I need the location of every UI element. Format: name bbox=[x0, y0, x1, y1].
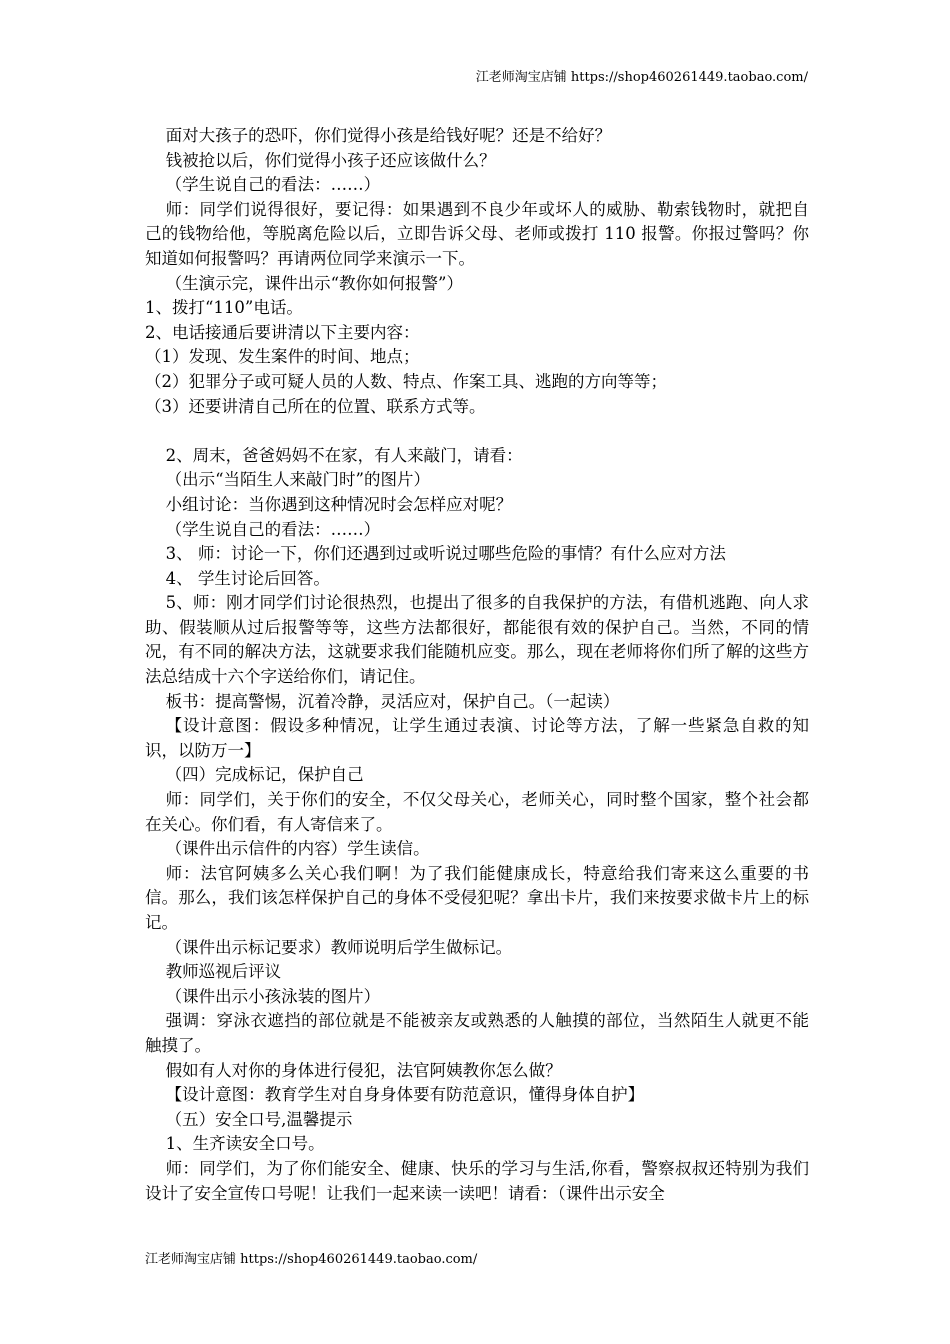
paragraph: 3、 师：讨论一下，你们还遇到过或听说过哪些危险的事情？有什么应对方法 bbox=[165, 544, 726, 564]
paragraph: （2）犯罪分子或可疑人员的人数、特点、作案工具、逃跑的方向等等； bbox=[145, 371, 667, 391]
paragraph: （3）还要讲清自己所在的位置、联系方式等。 bbox=[145, 396, 486, 416]
paragraph: 师：法官阿姨多么关心我们啊！为了我们能健康成长，特意给我们寄来这么重要的书信。那么，我们该怎样保护自己的身体不受侵犯呢？拿出卡片，我们来按要求做卡片上的标记。 bbox=[145, 863, 809, 932]
paragraph: 1、拨打“110”电话。 bbox=[145, 298, 303, 318]
paragraph: 师：同学们，关于你们的安全，不仅父母关心，老师关心，同时整个国家，整个社会都在关心。你们看，有人寄信来了。 bbox=[145, 790, 809, 834]
paragraph: 面对大孩子的恐吓，你们觉得小孩是给钱好呢？还是不给好？ bbox=[165, 126, 612, 145]
paragraph: （1）发现、发生案件的时间、地点； bbox=[145, 347, 420, 367]
paragraph: （课件出示信件的内容）学生读信。 bbox=[165, 839, 430, 859]
paragraph: 小组讨论：当你遇到这种情况时会怎样应对呢？ bbox=[165, 494, 513, 514]
paragraph: （学生说自己的看法：……） bbox=[165, 175, 381, 195]
paragraph: （四）完成标记，保护自己 bbox=[165, 765, 364, 785]
paragraph: （五）安全口号,温馨提示 bbox=[165, 1109, 353, 1129]
paragraph: 2、电话接通后要讲清以下主要内容： bbox=[145, 322, 420, 342]
paragraph: （课件出示小孩泳装的图片） bbox=[165, 986, 381, 1006]
document-body bbox=[145, 124, 809, 1206]
paragraph: 假如有人对你的身体进行侵犯，法官阿姨教你怎么做？ bbox=[165, 1060, 562, 1080]
paragraph: 板书：提高警惕，沉着冷静，灵活应对，保护自己。（一起读） bbox=[165, 691, 620, 711]
paragraph: 强调：穿泳衣遮挡的部位就是不能被亲友或熟悉的人触摸的部位，当然陌生人就更不能触摸了。 bbox=[145, 1011, 809, 1055]
paragraph: 5、师：刚才同学们讨论很热烈，也提出了很多的自我保护的方法，有借机逃跑、向人求助、假装顺从过后报警等等，这些方法都很好，都能很有效的保护自己。当然，不同的情况，有不同的解决方法，这就要求我们能随机应变。那么，现在老师将你们所了解的这些方法总结成十六个字送给你们，请记住。 bbox=[145, 593, 809, 687]
paragraph: 4、 学生讨论后回答。 bbox=[165, 568, 330, 588]
paragraph: （出示“当陌生人来敲门时”的图片） bbox=[165, 470, 430, 490]
page-footer: 江老师淘宝店铺 https://shop460261449.taobao.com/ bbox=[145, 1252, 478, 1267]
paragraph: 【设计意图：假设多种情况，让学生通过表演、讨论等方法，了解一些紧急自救的知识，以防万一】 bbox=[145, 716, 809, 760]
paragraph: （学生说自己的看法：……） bbox=[165, 519, 381, 539]
paragraph: （课件出示标记要求）教师说明后学生做标记。 bbox=[165, 937, 513, 957]
paragraph: 教师巡视后评议 bbox=[165, 962, 282, 982]
page-header: 江老师淘宝店铺 https://shop460261449.taobao.com/ bbox=[475, 70, 808, 85]
paragraph: 师：同学们，为了你们能安全、健康、快乐的学习与生活,你看，警察叔叔还特别为我们设计了安全宣传口号呢！让我们一起来读一读吧！请看：（课件出示安全 bbox=[145, 1158, 809, 1203]
blank-line bbox=[145, 419, 809, 444]
paragraph: 【设计意图：教育学生对自身身体要有防范意识，懂得身体自护】 bbox=[165, 1085, 645, 1105]
paragraph: 师：同学们说得很好，要记得：如果遇到不良少年或坏人的威胁、勒索钱物时，就把自己的钱物给他，等脱离危险以后，立即告诉父母、老师或拨打 110 报警。你报过警吗？你知道如何报警吗？再请两位同学来演示一下。 bbox=[145, 199, 809, 268]
paragraph: 钱被抢以后，你们觉得小孩子还应该做什么？ bbox=[165, 150, 496, 170]
paragraph: 1、生齐读安全口号。 bbox=[165, 1134, 325, 1154]
paragraph: （生演示完，课件出示“教你如何报警”） bbox=[165, 273, 463, 293]
paragraph: 2、周末，爸爸妈妈不在家，有人来敲门，请看： bbox=[165, 445, 523, 465]
